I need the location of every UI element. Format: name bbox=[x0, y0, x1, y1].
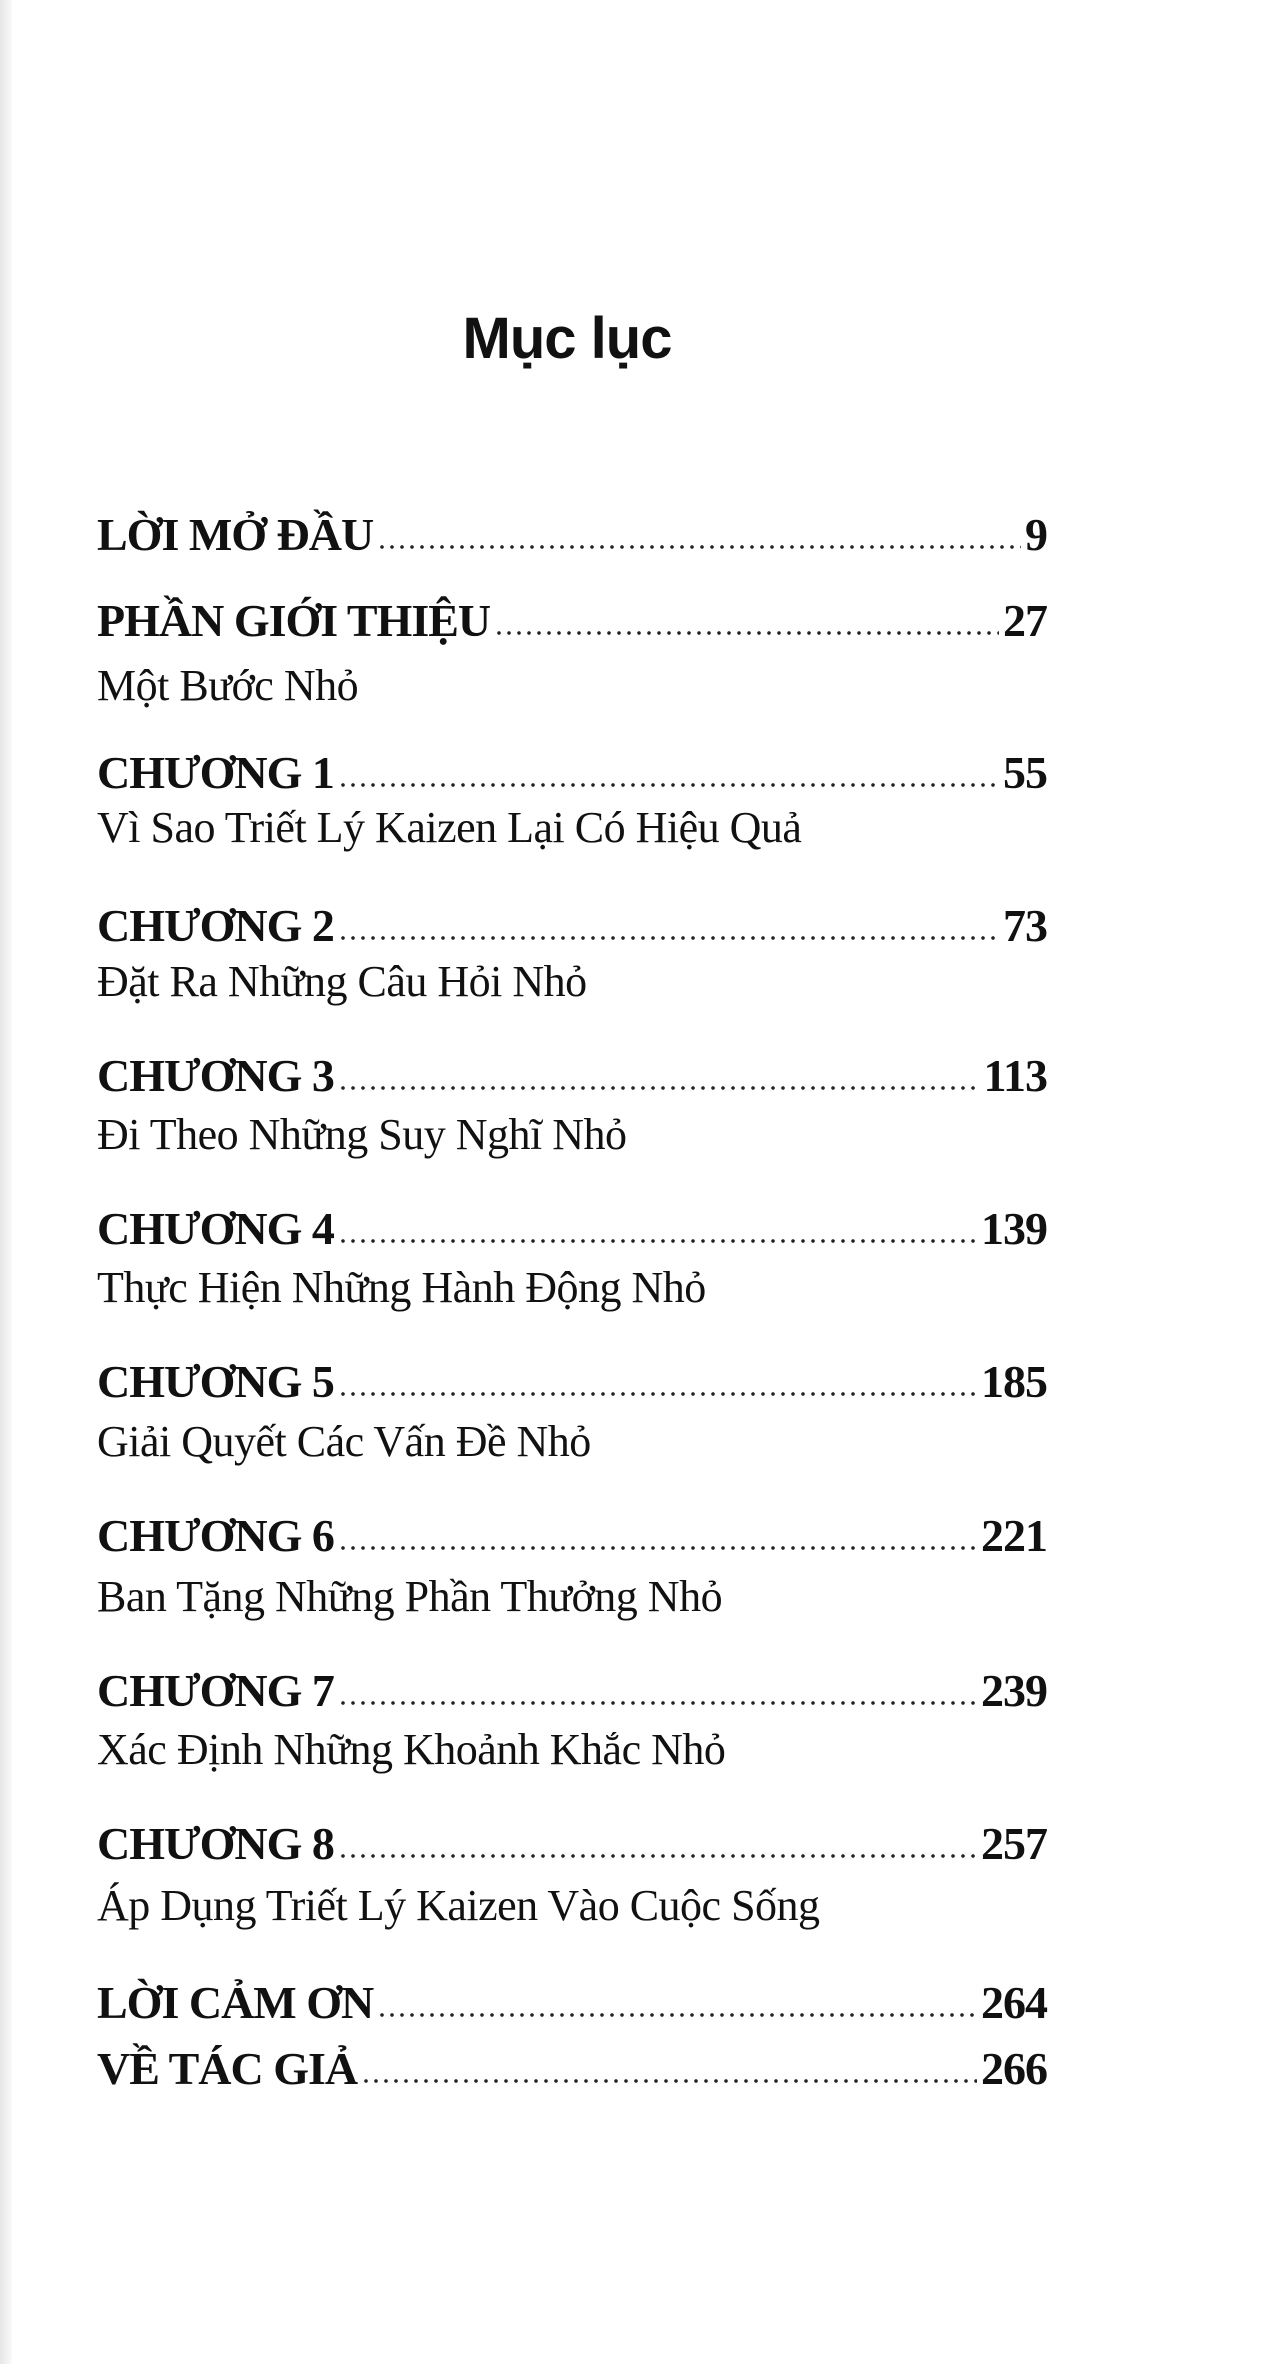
toc-entry[interactable] bbox=[97, 899, 1047, 952]
toc-entry-label: PHẦN GIỚI THIỆU bbox=[97, 595, 491, 646]
toc-entry[interactable] bbox=[97, 1355, 1047, 1408]
toc-entry[interactable] bbox=[97, 1976, 1047, 2029]
dot-leader bbox=[377, 2012, 977, 2018]
toc-entry[interactable] bbox=[97, 1817, 1047, 1870]
toc-entry[interactable] bbox=[97, 594, 1047, 647]
dot-leader bbox=[494, 630, 999, 636]
toc-page-number: 55 bbox=[1003, 747, 1047, 798]
toc-entry-label: CHƯƠNG 1 bbox=[97, 747, 334, 798]
toc-page-number: 113 bbox=[983, 1050, 1047, 1101]
toc-page-number: 9 bbox=[1025, 509, 1047, 560]
toc-entry-subtitle: Ban Tặng Những Phần Thưởng Nhỏ bbox=[97, 1572, 723, 1621]
toc-entry-label: LỜI MỞ ĐẦU bbox=[97, 509, 374, 560]
toc-entry-label: CHƯƠNG 4 bbox=[97, 1203, 334, 1254]
toc-entry-subtitle: Thực Hiện Những Hành Động Nhỏ bbox=[97, 1263, 706, 1312]
dot-leader bbox=[377, 544, 1021, 550]
toc-entry-subtitle: Một Bước Nhỏ bbox=[97, 661, 359, 710]
toc-entry-label: LỜI CẢM ƠN bbox=[97, 1977, 374, 2028]
toc-entry-label: CHƯƠNG 6 bbox=[97, 1510, 334, 1561]
toc-entry-subtitle: Đặt Ra Những Câu Hỏi Nhỏ bbox=[97, 957, 587, 1006]
toc-page-number: 239 bbox=[981, 1665, 1047, 1716]
toc-page-number: 27 bbox=[1003, 595, 1047, 646]
toc-page-number: 257 bbox=[981, 1818, 1047, 1869]
toc-entry[interactable] bbox=[97, 2042, 1047, 2095]
toc-entry[interactable] bbox=[97, 1049, 1047, 1102]
toc-entry-label: VỀ TÁC GIẢ bbox=[97, 2043, 358, 2094]
dot-leader bbox=[338, 782, 999, 788]
toc-entry[interactable] bbox=[97, 746, 1047, 799]
dot-leader bbox=[338, 1545, 977, 1551]
toc-entry[interactable] bbox=[97, 1664, 1047, 1717]
toc-page-number: 139 bbox=[981, 1203, 1047, 1254]
toc-entry-label: CHƯƠNG 7 bbox=[97, 1665, 334, 1716]
toc-entry-label: CHƯƠNG 2 bbox=[97, 900, 334, 951]
dot-leader bbox=[338, 1700, 977, 1706]
dot-leader bbox=[338, 1238, 977, 1244]
dot-leader bbox=[338, 935, 999, 941]
toc-entry-subtitle: Xác Định Những Khoảnh Khắc Nhỏ bbox=[97, 1725, 726, 1774]
toc-page-number: 221 bbox=[981, 1510, 1047, 1561]
toc-page-number: 264 bbox=[981, 1977, 1047, 2028]
toc-entry[interactable] bbox=[97, 1509, 1047, 1562]
dot-leader bbox=[361, 2078, 977, 2084]
dot-leader bbox=[338, 1391, 977, 1397]
toc-entry-subtitle: Giải Quyết Các Vấn Đề Nhỏ bbox=[97, 1417, 591, 1466]
toc-entry-label: CHƯƠNG 3 bbox=[97, 1050, 334, 1101]
toc-entry[interactable] bbox=[97, 508, 1047, 561]
page-title: Mục lục bbox=[462, 306, 672, 371]
dot-leader bbox=[338, 1085, 980, 1091]
toc-page-number: 185 bbox=[981, 1356, 1047, 1407]
toc-entry-label: CHƯƠNG 5 bbox=[97, 1356, 334, 1407]
toc-entry[interactable] bbox=[97, 1202, 1047, 1255]
toc-page-number: 73 bbox=[1003, 900, 1047, 951]
toc-entry-label: CHƯƠNG 8 bbox=[97, 1818, 334, 1869]
dot-leader bbox=[338, 1853, 977, 1859]
toc-page-number: 266 bbox=[981, 2043, 1047, 2094]
toc-entry-subtitle: Đi Theo Những Suy Nghĩ Nhỏ bbox=[97, 1110, 627, 1159]
toc-entry-subtitle: Vì Sao Triết Lý Kaizen Lại Có Hiệu Quả bbox=[97, 803, 802, 852]
toc-entry-subtitle: Áp Dụng Triết Lý Kaizen Vào Cuộc Sống bbox=[97, 1881, 820, 1930]
